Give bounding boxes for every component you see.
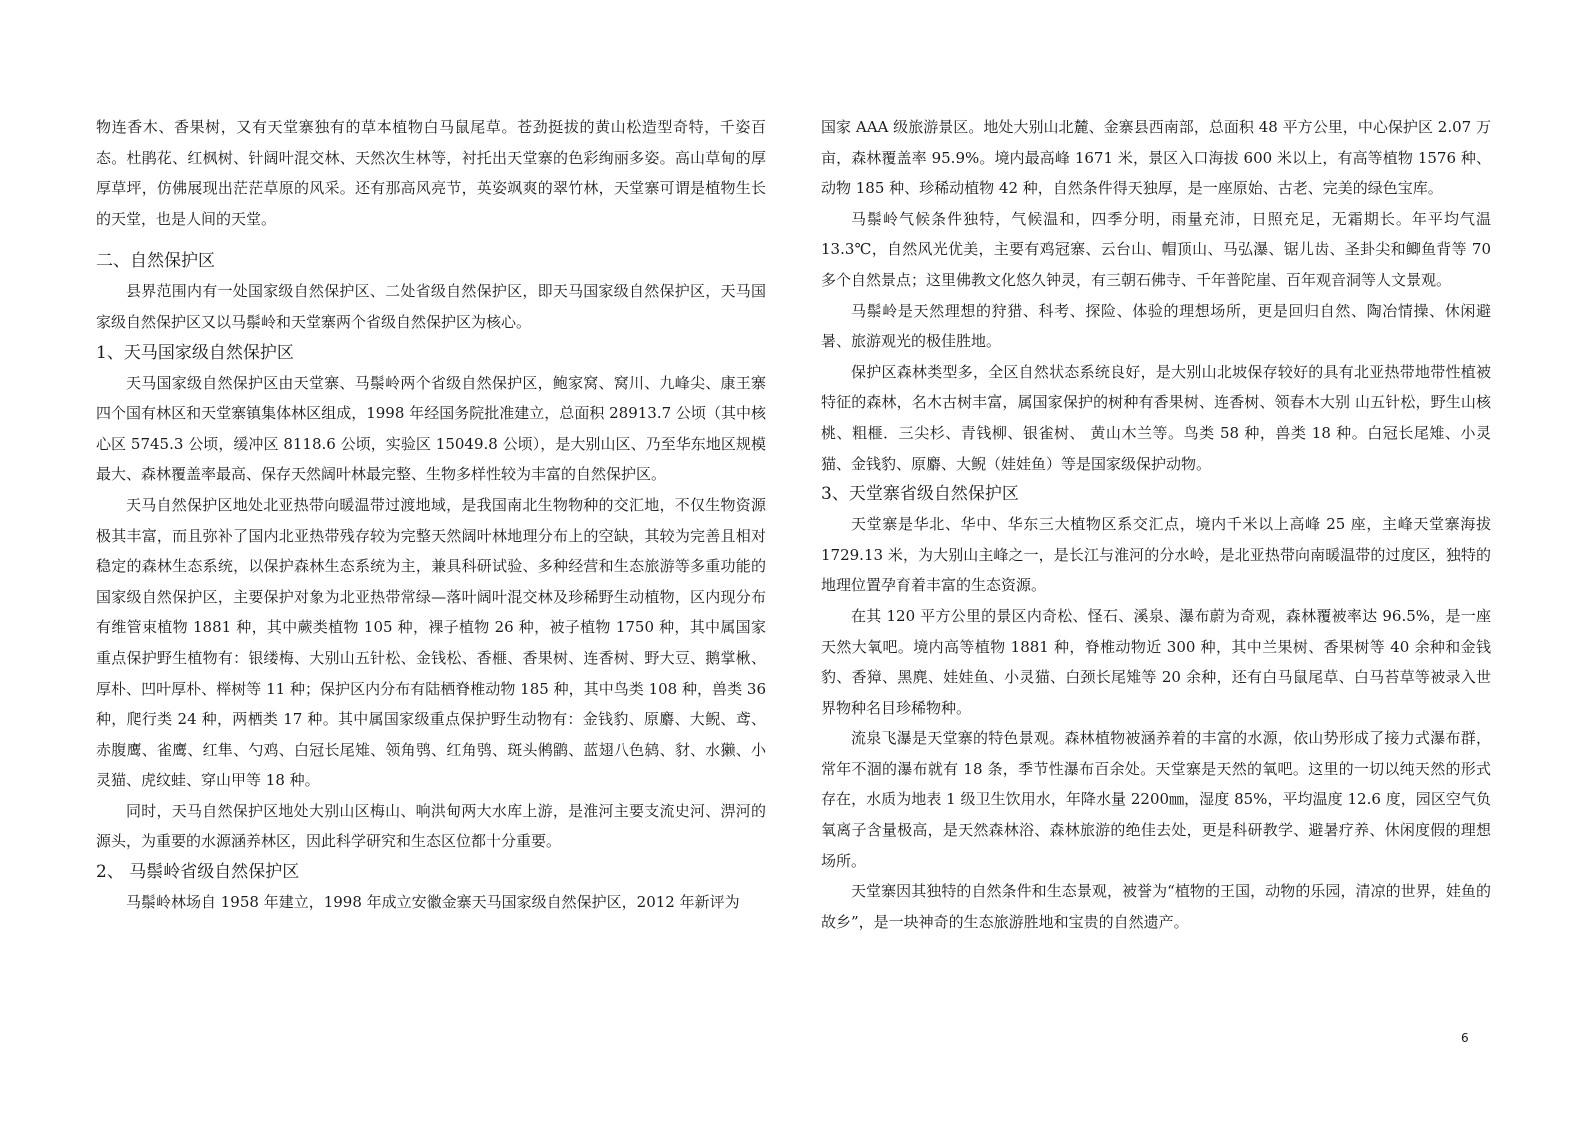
page-number: 6 bbox=[1461, 1031, 1469, 1045]
paragraph-mazongling-tourism: 马鬃岭是天然理想的狩猎、科考、探险、体验的理想场所，更是回归自然、陶冶情操、休闲避暑、旅游观光的极佳胜地。 bbox=[821, 301, 1491, 351]
paragraph-mazongling-forest: 保护区森林类型多，全区自然状态系统良好，是大别山北坡保存较好的具有北亚热带地带性植被特征的森林，名木古树丰富，属国家保护的树种有香果树、连香树、领春木大别 山五针松，野生山核桃、粗榧．三尖杉、青钱柳、银雀树、 黄山木兰等。鸟类 58 种，兽类 18 种。白冠长尾雉、小灵猫、金钱豹、原麝、大鲵（娃娃鱼）等是国家级保护动物。 bbox=[821, 362, 1491, 473]
paragraph-tiantangzhai-waterfalls: 流泉飞瀑是天堂寨的特色景观。森林植物被涵养着的丰富的水源，依山势形成了接力式瀑布群，常年不涸的瀑布就有 18 条，季节性瀑布百余处。天堂寨是天然的氧吧。这里的一切以纯天然的形式存在，水质为地表 1 级卫生饮用水，年降水量 2200㎜，湿度 85%，平均温度 12.6 度，园区空气负氧离子含量极高，是天然森林浴、森林旅游的绝佳去处，更是科研教学、避暑疗养、休闲度假的理想场所。 bbox=[821, 729, 1491, 870]
paragraph-mazongling-overview: 国家 AAA 级旅游景区。地处大别山北麓、金寨县西南部，总面积 48 平方公里，中心保护区 2.07 万亩，森林覆盖率 95.9%。境内最高峰 1671 米，景区入口海拔 600 米以上，有高等植物 1576 种、动物 185 种、珍稀动植物 42 种，自然条件得天独厚，是一座原始、古老、完美的绿色宝库。 bbox=[821, 118, 1491, 198]
heading-mazongling-reserve: 2、 马鬃岭省级自然保护区 bbox=[96, 862, 300, 883]
paragraph-intro: 物连香木、香果树，又有天堂寨独有的草本植物白马鼠尾草。苍劲挺拔的黄山松造型奇特，千姿百态。杜鹃花、红枫树、针阔叶混交林、天然次生林等，衬托出天堂寨的色彩绚丽多姿。高山草甸的厚厚草坪，仿佛展现出茫茫草原的风采。还有那高风亮节，英姿飒爽的翠竹林，天堂寨可谓是植物生长的天堂，也是人间的天堂。 bbox=[96, 118, 766, 228]
paragraph-tiantangzhai-species: 在其 120 平方公里的景区内奇松、怪石、溪泉、瀑布蔚为奇观，森林覆被率达 96.5%，是一座天然大氧吧。境内高等植物 1881 种，脊椎动物近 300 种，其中兰果树、香果树等 40 余种和金钱豹、香獐、黑麂、娃娃鱼、小灵猫、白颈长尾雉等 20 余种，还有白马鼠尾草、白马苔草等被录入世界物种名目珍稀物种。 bbox=[821, 606, 1491, 717]
paragraph-tianma-biodiversity: 天马自然保护区地处北亚热带向暖温带过渡地域，是我国南北生物物种的交汇地，不仅生物资源极其丰富，而且弥补了国内北亚热带残存较为完整天然阔叶林地理分布上的空缺，其较为完善且相对稳定的森林生态系统，以保护森林生态系统为主，兼具科研试验、多种经营和生态旅游等多重功能的国家级自然保护区，主要保护对象为北亚热带常绿—落叶阔叶混交林及珍稀野生动植物，区内现分布有维管束植物 1881 种，其中蕨类植物 105 种，裸子植物 26 种，被子植物 1750 种，其中属国家重点保护野生植物有：银缕梅、大别山五针松、金钱松、香榧、香果树、连香树、野大豆、鹅掌楸、厚朴、凹叶厚朴、榉树等 11 种；保护区内分布有陆栖脊椎动物 185 种，其中鸟类 108 种，兽类 36 种，爬行类 24 种，两栖类 17 种。其中属国家级重点保护野生动物有：金钱豹、原麝、大鲵、鸢、赤腹鹰、雀鹰、红隼、勺鸡、白冠长尾雉、领角鸮、红角鸮、斑头鸺鹠、蓝翅八色鸫、豺、水獭、小灵猫、虎纹蛙、穿山甲等 18 种。 bbox=[96, 495, 766, 790]
heading-nature-reserve: 二、自然保护区 bbox=[96, 251, 215, 272]
paragraph-tiantangzhai-summary: 天堂寨因其独特的自然条件和生态景观，被誉为“植物的王国，动物的乐园，清凉的世界，娃鱼的故乡”，是一块神奇的生态旅游胜地和宝贵的自然遗产。 bbox=[821, 882, 1491, 931]
paragraph-reserve-overview: 县界范围内有一处国家级自然保护区、二处省级自然保护区，即天马国家级自然保护区，天马国家级自然保护区又以马鬃岭和天堂寨两个省级自然保护区为核心。 bbox=[96, 282, 766, 331]
paragraph-tianma-composition: 天马国家级自然保护区由天堂寨、马鬃岭两个省级自然保护区，鲍家窝、窝川、九峰尖、康王寨四个国有林区和天堂寨镇集体林区组成，1998 年经国务院批准建立，总面积 28913.7 公顷（其中核心区 5745.3 公顷，缓冲区 8118.6 公顷，实验区 15049.8 公顷），是大别山区、乃至华东地区规模最大、森林覆盖率最高、保存天然阔叶林最完整、生物多样性较为丰富的自然保护区。 bbox=[96, 373, 766, 484]
paragraph-tianma-watershed: 同时，天马自然保护区地处大别山区梅山、响洪甸两大水库上游，是淮河主要支流史河、淠河的源头，为重要的水源涵养林区，因此科学研究和生态区位都十分重要。 bbox=[96, 801, 766, 851]
right-column bbox=[821, 112, 1491, 937]
paragraph-mazongling-history: 马鬃岭林场自 1958 年建立，1998 年成立安徽金寨天马国家级自然保护区，2012 年新评为 bbox=[126, 893, 740, 912]
heading-tianma-reserve: 1、天马国家级自然保护区 bbox=[96, 342, 294, 363]
left-column bbox=[96, 112, 766, 918]
heading-tiantangzhai-reserve: 3、天堂寨省级自然保护区 bbox=[821, 484, 1019, 505]
paragraph-tiantangzhai-location: 天堂寨是华北、华中、华东三大植物区系交汇点，境内千米以上高峰 25 座，主峰天堂寨海拔 1729.13 米，为大别山主峰之一，是长江与淮河的分水岭，是北亚热带向南暖温带的过度区，独特的地理位置孕育着丰富的生态资源。 bbox=[821, 515, 1491, 595]
paragraph-mazongling-climate: 马鬃岭气候条件独特，气候温和，四季分明，雨量充沛，日照充足，无霜期长。年平均气温 13.3℃，自然风光优美，主要有鸡冠寨、云台山、帽顶山、马弘瀑、锯儿齿、圣卦尖和鲫鱼背等 70 多个自然景点；这里佛教文化悠久钟灵，有三朝石佛寺、千年普陀崖、百年观音洞等人文景观。 bbox=[821, 209, 1491, 289]
